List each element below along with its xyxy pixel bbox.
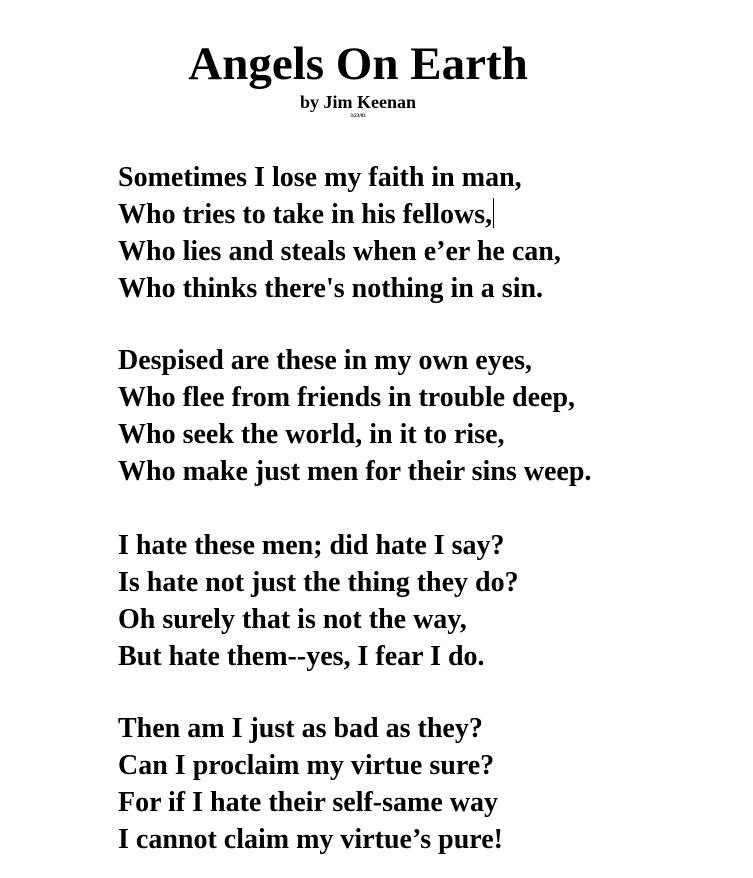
stanza-3: [118, 527, 519, 675]
poem-line: Who flee from friends in trouble deep,: [118, 382, 576, 413]
poem-line: Who make just men for their sins weep.: [118, 456, 592, 487]
poem-line: Despised are these in my own eyes,: [118, 345, 533, 376]
text-cursor: [493, 198, 494, 228]
poem-line: [118, 196, 561, 233]
poem-line: I hate these men; did hate I say?: [118, 530, 505, 561]
poem-title: Angels On Earth: [188, 38, 528, 90]
poem-line: Is hate not just the thing they do?: [118, 567, 519, 598]
poem-line-text: Who tries to take in his fellows,: [118, 199, 493, 230]
poem-line: I cannot claim my virtue’s pure!: [118, 824, 503, 855]
poem-line: Can I proclaim my virtue sure?: [118, 750, 495, 781]
poem-line: Who lies and steals when e’er he can,: [118, 236, 561, 267]
poem-line: But hate them--yes, I fear I do.: [118, 641, 485, 672]
poem-author: by Jim Keenan: [299, 92, 416, 112]
stanza-1: [118, 159, 561, 307]
poem-line: For if I hate their self-same way: [118, 787, 498, 818]
stanza-4: [118, 710, 503, 858]
poem-line: Oh surely that is not the way,: [118, 604, 467, 635]
poem-line: Sometimes I lose my faith in man,: [118, 162, 522, 193]
poem-line: Then am I just as bad as they?: [118, 713, 483, 744]
poem-line: Who seek the world, in it to rise,: [118, 419, 505, 450]
stanza-2: [118, 342, 591, 490]
poem-date: 3/23/03: [350, 114, 366, 119]
poem-line: Who thinks there's nothing in a sin.: [118, 273, 544, 304]
